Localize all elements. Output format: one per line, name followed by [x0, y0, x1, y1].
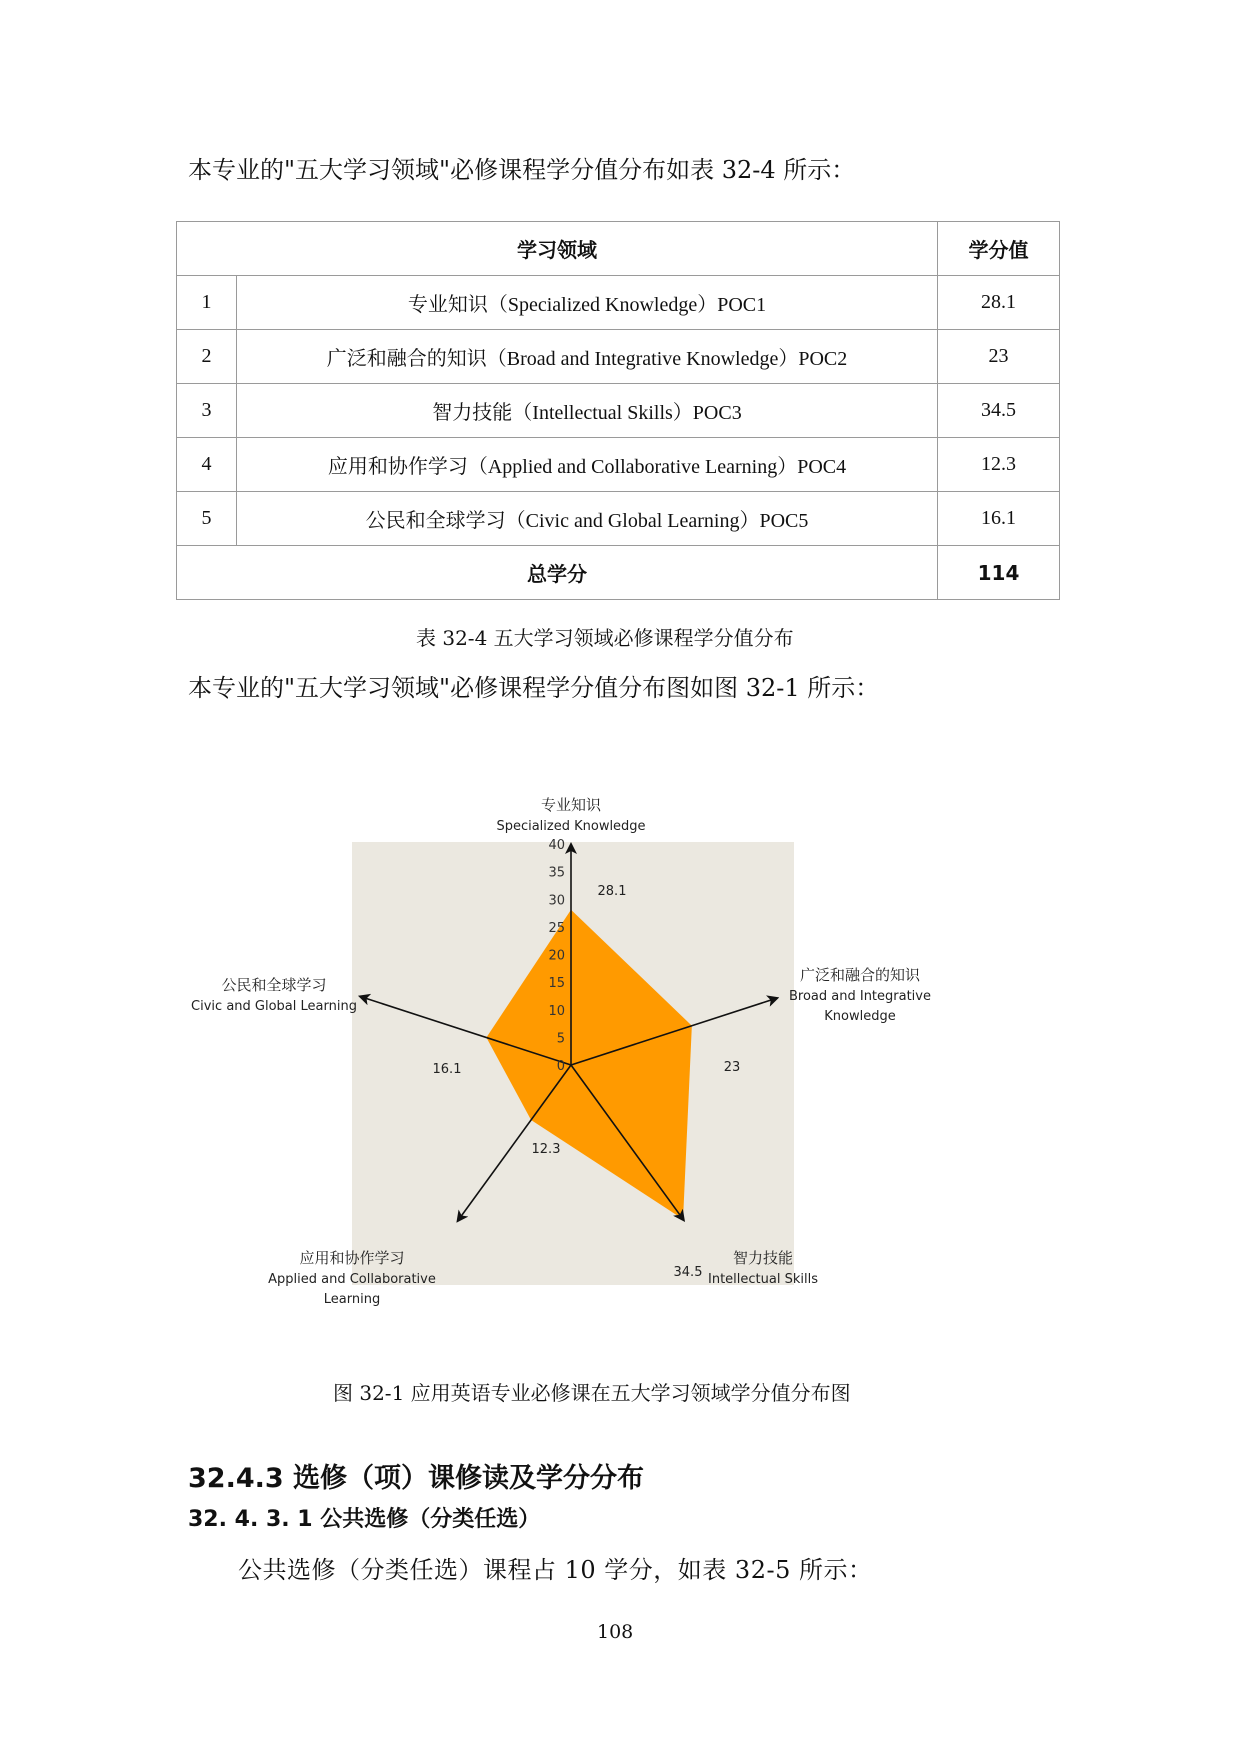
axis-label-en: Learning: [323, 1292, 381, 1307]
elective-paragraph: 公共选修（分类任选）课程占 10 学分，如表 32-5 所示：: [238, 1556, 873, 1584]
total-label: 总学分: [177, 546, 938, 600]
row-domain: 智力技能（Intellectual Skills）POC3: [237, 384, 938, 438]
page-number: 108: [597, 1621, 634, 1643]
tick-label: 0: [556, 1059, 565, 1074]
axis-label-en: Knowledge: [824, 1009, 896, 1024]
tick-label: 15: [548, 976, 565, 992]
value-label: 12.3: [531, 1142, 561, 1157]
row-number: 1: [177, 276, 237, 330]
axis-label-cn: 公民和全球学习: [221, 976, 327, 994]
row-domain: 公民和全球学习（Civic and Global Learning）POC5: [237, 492, 938, 546]
row-credit: 34.5: [938, 384, 1060, 438]
axis-label-cn: 智力技能: [732, 1249, 794, 1267]
row-credit: 16.1: [938, 492, 1060, 546]
row-domain: 专业知识（Specialized Knowledge）POC1: [237, 276, 938, 330]
row-credit: 12.3: [938, 438, 1060, 492]
row-domain: 广泛和融合的知识（Broad and Integrative Knowledge）POC2: [237, 330, 938, 384]
value-label: 34.5: [673, 1265, 703, 1280]
row-number: 3: [177, 384, 237, 438]
intro-paragraph-figure: 本专业的"五大学习领域"必修课程学分值分布图如图 32-1 所示：: [188, 674, 880, 702]
tick-label: 10: [548, 1003, 565, 1019]
axis-label-en: Broad and Integrative: [788, 989, 932, 1004]
tick-label: 35: [548, 865, 565, 881]
header-credit: 学分值: [938, 222, 1060, 276]
row-number: 4: [177, 438, 237, 492]
table-caption: 表 32-4 五大学习领域必修课程学分值分布: [416, 626, 794, 650]
axis-label-cn: 广泛和融合的知识: [799, 966, 921, 984]
tick-label: 40: [548, 838, 565, 853]
row-credit: 23: [938, 330, 1060, 384]
value-label: 16.1: [432, 1062, 462, 1077]
axis-label-en: Intellectual Skills: [708, 1272, 818, 1287]
tick-label: 5: [556, 1031, 565, 1047]
section-heading: 32.4.3 选修（项）课修读及学分分布: [188, 1463, 645, 1494]
intro-paragraph-table: 本专业的"五大学习领域"必修课程学分值分布如表 32-4 所示：: [188, 156, 856, 184]
axis-label-en: Applied and Collaborative: [268, 1272, 436, 1287]
header-domain: 学习领域: [177, 222, 938, 276]
value-label: 28.1: [597, 884, 627, 899]
row-number: 2: [177, 330, 237, 384]
row-number: 5: [177, 492, 237, 546]
row-domain: 应用和协作学习（Applied and Collaborative Learning）POC4: [237, 438, 938, 492]
tick-label: 30: [548, 893, 565, 909]
axis-label-en: Civic and Global Learning: [191, 999, 357, 1014]
axis-label-en: Specialized Knowledge: [496, 819, 646, 834]
axis-label-cn: 专业知识: [540, 796, 602, 814]
tick-label: 20: [548, 948, 565, 964]
subsection-heading: 32. 4. 3. 1 公共选修（分类任选）: [188, 1507, 541, 1532]
tick-label: 25: [548, 920, 565, 936]
axis-label-cn: 应用和协作学习: [299, 1249, 405, 1267]
figure-caption: 图 32-1 应用英语专业必修课在五大学习领域学分值分布图: [333, 1381, 851, 1405]
row-credit: 28.1: [938, 276, 1060, 330]
total-value: 114: [938, 546, 1060, 600]
value-label: 23: [723, 1060, 741, 1075]
